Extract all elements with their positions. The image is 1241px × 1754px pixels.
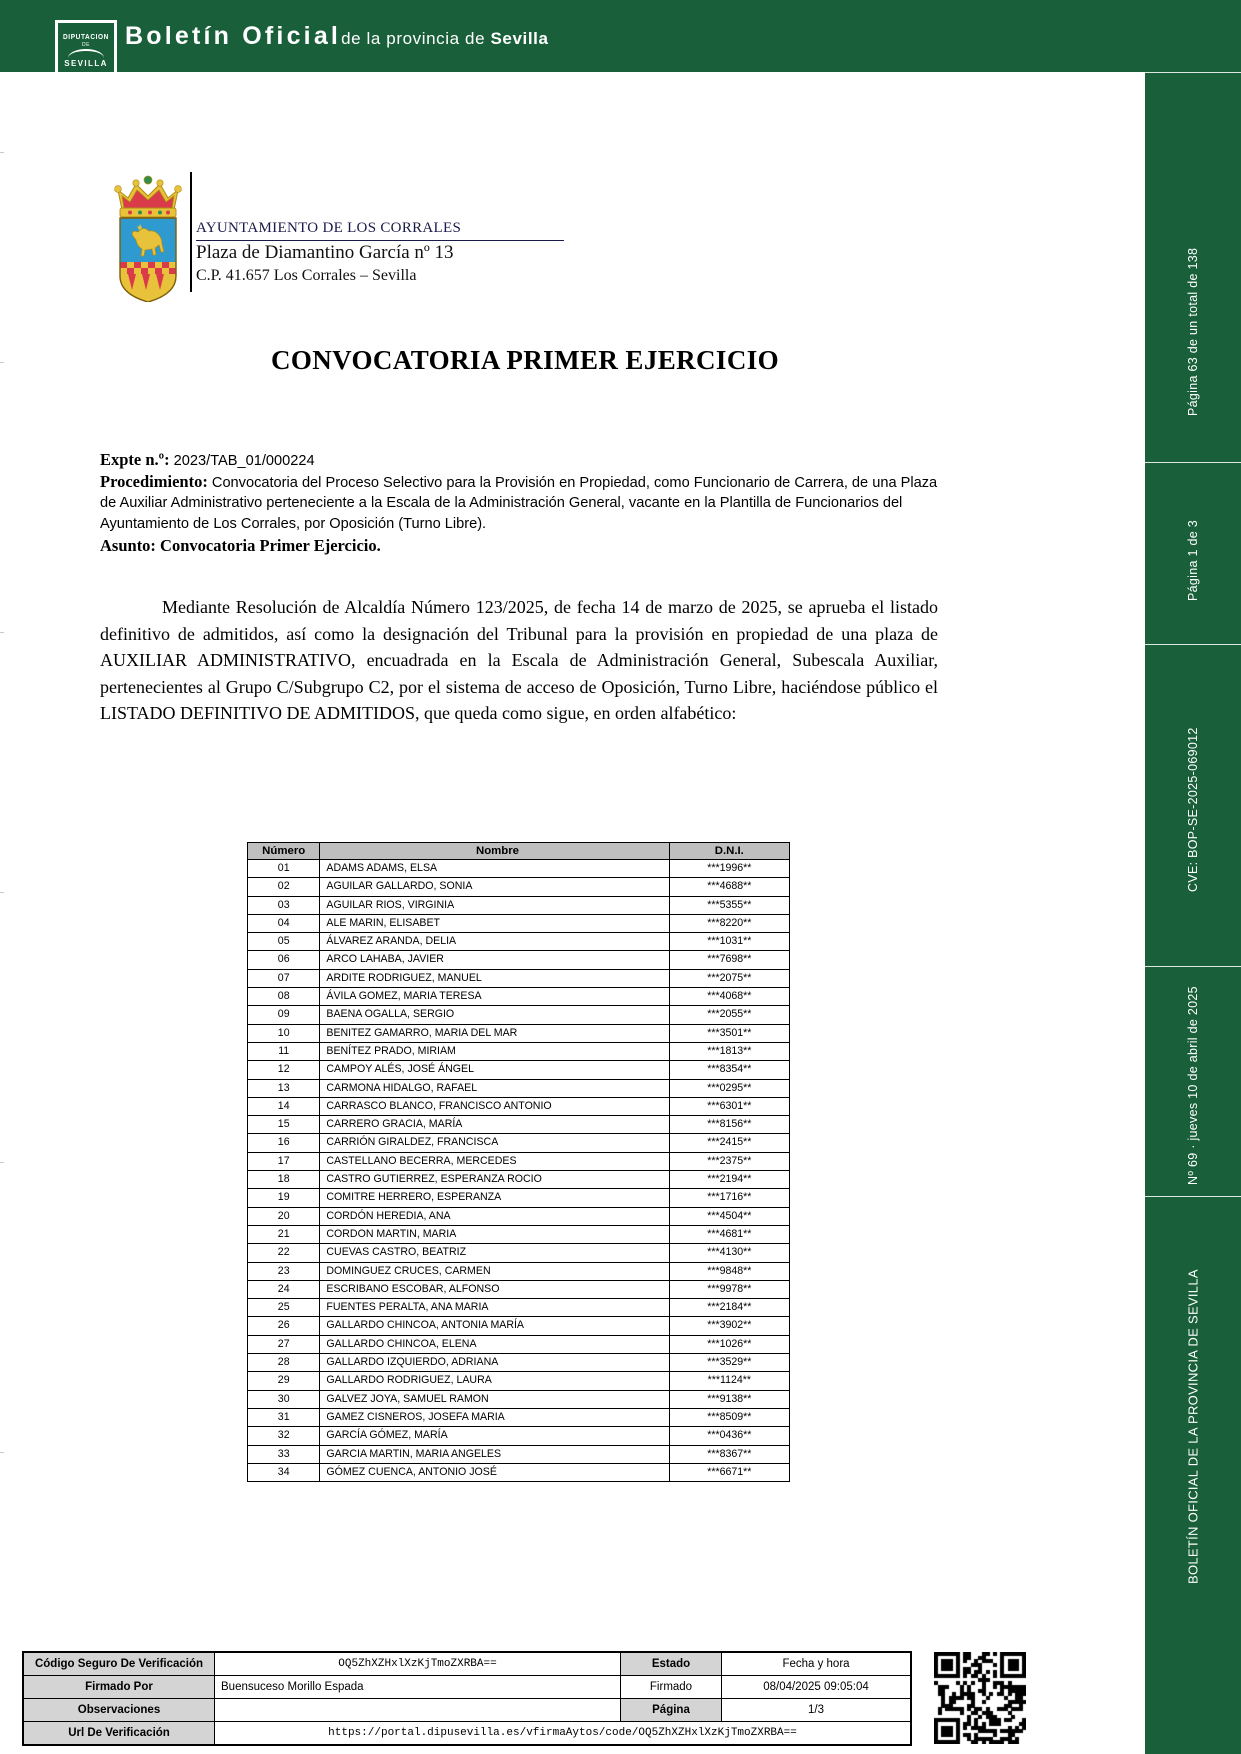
procedimiento-value: Convocatoria del Proceso Selectivo para la Provisión en Propiedad, como Funcionario de Carrera, de una Plaza de Auxiliar Administrativo perteneciente a la Escala de la Administración General, vacante en la Plantilla de Funcionarios del Ayuntamiento de Los Corrales, por Oposición (Turno Libre).	[100, 474, 938, 532]
table-row	[248, 1427, 790, 1445]
table-row	[248, 1445, 790, 1463]
column-header-numero: Número	[248, 843, 320, 860]
table-row	[248, 1024, 790, 1042]
table-row	[248, 1317, 790, 1335]
cell-dni: ***2194**	[669, 1171, 789, 1189]
cell-numero: 16	[248, 1134, 320, 1152]
signature-verification-block	[22, 1651, 912, 1746]
cell-numero: 05	[248, 933, 320, 951]
cell-nombre: BAENA OGALLA, SERGIO	[320, 1006, 669, 1024]
cell-numero: 10	[248, 1024, 320, 1042]
cell-numero: 17	[248, 1152, 320, 1170]
expediente-value: 2023/TAB_01/000224	[169, 453, 315, 469]
cell-nombre: ARCO LAHABA, JAVIER	[320, 951, 669, 969]
document-metadata	[100, 450, 945, 557]
cell-dni: ***4130**	[669, 1244, 789, 1262]
admitted-list-table	[247, 842, 790, 1482]
table-row	[248, 1463, 790, 1481]
cell-dni: ***1716**	[669, 1189, 789, 1207]
table-row	[248, 914, 790, 932]
table-row	[248, 1262, 790, 1280]
cell-dni: ***5355**	[669, 896, 789, 914]
cell-dni: ***2055**	[669, 1006, 789, 1024]
table-row	[248, 896, 790, 914]
cell-numero: 03	[248, 896, 320, 914]
table-row	[248, 969, 790, 987]
cell-numero: 24	[248, 1280, 320, 1298]
sidebar-cve-code: CVE: BOP-SE-2025-069012	[1186, 727, 1200, 893]
cell-numero: 23	[248, 1262, 320, 1280]
cell-numero: 13	[248, 1079, 320, 1097]
logo-line-sevilla: SEVILLA	[64, 59, 108, 68]
cell-nombre: AGUILAR RIOS, VIRGINIA	[320, 896, 669, 914]
cell-dni: ***6671**	[669, 1463, 789, 1481]
url-verificacion-value[interactable]: https://portal.dipusevilla.es/vfirmaAytos/code/OQ5ZhXZHxlXzKjTmoZXRBA==	[215, 1722, 912, 1746]
los-corrales-coat-of-arms-icon	[108, 172, 188, 302]
masthead-title-sub: de la provincia de	[341, 29, 491, 48]
expediente-row	[100, 450, 945, 472]
cell-nombre: ARDITE RODRIGUEZ, MANUEL	[320, 969, 669, 987]
cell-dni: ***1813**	[669, 1042, 789, 1060]
estado-label: Estado	[621, 1652, 722, 1676]
table-row	[248, 951, 790, 969]
table-row	[248, 1061, 790, 1079]
cell-dni: ***1124**	[669, 1372, 789, 1390]
expediente-label: Expte n.º:	[100, 450, 170, 469]
cell-numero: 34	[248, 1463, 320, 1481]
table-row	[248, 1207, 790, 1225]
cell-numero: 28	[248, 1354, 320, 1372]
cell-dni: ***7698**	[669, 951, 789, 969]
cell-numero: 27	[248, 1335, 320, 1353]
cell-dni: ***9138**	[669, 1390, 789, 1408]
column-header-nombre: Nombre	[320, 843, 669, 860]
pagina-value: 1/3	[722, 1699, 912, 1722]
cell-numero: 26	[248, 1317, 320, 1335]
cell-nombre: CORDÓN HEREDIA, ANA	[320, 1207, 669, 1225]
cell-dni: ***8367**	[669, 1445, 789, 1463]
cell-dni: ***3902**	[669, 1317, 789, 1335]
table-row	[248, 1299, 790, 1317]
cell-nombre: CAMPOY ALÉS, JOSÉ ÁNGEL	[320, 1061, 669, 1079]
cell-numero: 18	[248, 1171, 320, 1189]
letterhead-underline	[196, 240, 564, 241]
cell-nombre: ÁLVAREZ ARANDA, DELIA	[320, 933, 669, 951]
cell-nombre: GALLARDO RODRIGUEZ, LAURA	[320, 1372, 669, 1390]
letterhead-postal-city: C.P. 41.657 Los Corrales – Sevilla	[196, 267, 417, 284]
table-row	[248, 1097, 790, 1115]
cell-dni: ***8354**	[669, 1061, 789, 1079]
cell-nombre: GALVEZ JOYA, SAMUEL RAMON	[320, 1390, 669, 1408]
cell-nombre: AGUILAR GALLARDO, SONIA	[320, 878, 669, 896]
cell-numero: 08	[248, 988, 320, 1006]
logo-line-de: DE	[82, 42, 90, 48]
cell-dni: ***3529**	[669, 1354, 789, 1372]
cell-nombre: CASTRO GUTIERREZ, ESPERANZA ROCIO	[320, 1171, 669, 1189]
table-row	[248, 1390, 790, 1408]
cell-numero: 15	[248, 1116, 320, 1134]
cell-numero: 11	[248, 1042, 320, 1060]
column-header-dni: D.N.I.	[669, 843, 789, 860]
cell-dni: ***4504**	[669, 1207, 789, 1225]
table-row	[248, 1006, 790, 1024]
table-row	[248, 1171, 790, 1189]
sidebar-divider	[1145, 644, 1241, 645]
sidebar-issue-date: Nº 69 · jueves 10 de abril de 2025	[1186, 986, 1200, 1186]
url-verificacion-label: Url De Verificación	[23, 1722, 215, 1746]
municipal-letterhead	[108, 172, 668, 307]
cell-dni: ***2184**	[669, 1299, 789, 1317]
cell-nombre: FUENTES PERALTA, ANA MARIA	[320, 1299, 669, 1317]
cell-numero: 31	[248, 1408, 320, 1426]
letterhead-address: Plaza de Diamantino García nº 13	[196, 242, 454, 263]
cell-nombre: GALLARDO CHINCOA, ANTONIA MARÍA	[320, 1317, 669, 1335]
cell-numero: 06	[248, 951, 320, 969]
table-row	[23, 1652, 911, 1676]
cell-numero: 29	[248, 1372, 320, 1390]
masthead-title-main: Boletín Oficial	[125, 22, 342, 50]
cell-dni: ***8220**	[669, 914, 789, 932]
cell-numero: 30	[248, 1390, 320, 1408]
cell-nombre: BENÍTEZ PRADO, MIRIAM	[320, 1042, 669, 1060]
sidebar-divider	[1145, 462, 1241, 463]
verification-qr-code[interactable]	[934, 1652, 1026, 1744]
sidebar-page-of-total: Página 63 de un total de 138	[1186, 247, 1200, 417]
page-edge-marks	[0, 72, 4, 1754]
observaciones-value	[215, 1699, 621, 1722]
cell-nombre: BENITEZ GAMARRO, MARIA DEL MAR	[320, 1024, 669, 1042]
letterhead-entity-name: AYUNTAMIENTO DE LOS CORRALES	[196, 220, 462, 236]
cell-numero: 20	[248, 1207, 320, 1225]
table-row	[248, 1225, 790, 1243]
cell-nombre: CARRERO GRACIA, MARÍA	[320, 1116, 669, 1134]
cell-nombre: GARCÍA GÓMEZ, MARÍA	[320, 1427, 669, 1445]
table-row	[248, 1042, 790, 1060]
cell-dni: ***1031**	[669, 933, 789, 951]
sidebar-divider	[1145, 72, 1241, 73]
cell-dni: ***0295**	[669, 1079, 789, 1097]
cell-numero: 07	[248, 969, 320, 987]
table-row	[248, 1189, 790, 1207]
firmado-por-value: Buensuceso Morillo Espada	[215, 1676, 621, 1699]
cell-nombre: ALE MARIN, ELISABET	[320, 914, 669, 932]
pagina-label: Página	[621, 1699, 722, 1722]
table-row	[248, 1079, 790, 1097]
cell-numero: 33	[248, 1445, 320, 1463]
table-row	[248, 1152, 790, 1170]
table-row	[248, 933, 790, 951]
cell-numero: 19	[248, 1189, 320, 1207]
cell-nombre: GAMEZ CISNEROS, JOSEFA MARIA	[320, 1408, 669, 1426]
fecha-value: 08/04/2025 09:05:04	[722, 1676, 912, 1699]
sidebar-page-number: Página 1 de 3	[1186, 519, 1200, 601]
admitted-list-table-wrapper	[247, 842, 790, 1482]
cell-nombre: CARRASCO BLANCO, FRANCISCO ANTONIO	[320, 1097, 669, 1115]
cell-numero: 22	[248, 1244, 320, 1262]
table-row	[23, 1722, 911, 1746]
estado-value: Firmado	[621, 1676, 722, 1699]
cell-dni: ***4688**	[669, 878, 789, 896]
cell-dni: ***8509**	[669, 1408, 789, 1426]
table-row	[248, 1116, 790, 1134]
table-row	[23, 1676, 911, 1699]
cell-numero: 12	[248, 1061, 320, 1079]
cell-nombre: CORDON MARTIN, MARIA	[320, 1225, 669, 1243]
procedimiento-row	[100, 472, 945, 535]
table-row	[248, 1372, 790, 1390]
table-header-row	[248, 843, 790, 860]
masthead-title-province: Sevilla	[490, 29, 549, 48]
cell-dni: ***6301**	[669, 1097, 789, 1115]
cell-numero: 25	[248, 1299, 320, 1317]
cell-dni: ***1026**	[669, 1335, 789, 1353]
resolution-body-paragraph: Mediante Resolución de Alcaldía Número 123/2025, de fecha 14 de marzo de 2025, se aprueba el listado definitivo de admitidos, así como la designación del Tribunal para la provisión en propiedad de una plaza de AUXILIAR ADMINISTRATIVO, encuadrada en la Escala de Administración General, Subescala Auxiliar, pertenecientes al Grupo C/Subgrupo C2, por el sistema de acceso de Oposición, Turno Libre, haciéndose público el LISTADO DEFINITIVO DE ADMITIDOS, que queda como sigue, en orden alfabético:	[100, 597, 938, 724]
cell-nombre: GALLARDO CHINCOA, ELENA	[320, 1335, 669, 1353]
cell-dni: ***3501**	[669, 1024, 789, 1042]
cell-dni: ***9848**	[669, 1262, 789, 1280]
table-row	[248, 1354, 790, 1372]
cell-dni: ***2075**	[669, 969, 789, 987]
cell-nombre: ADAMS ADAMS, ELSA	[320, 860, 669, 878]
procedimiento-label: Procedimiento:	[100, 471, 208, 491]
cell-numero: 02	[248, 878, 320, 896]
table-row	[248, 860, 790, 878]
cell-numero: 21	[248, 1225, 320, 1243]
cell-nombre: COMITRE HERRERO, ESPERANZA	[320, 1189, 669, 1207]
cell-nombre: ESCRIBANO ESCOBAR, ALFONSO	[320, 1280, 669, 1298]
masthead-title	[125, 22, 549, 51]
cell-nombre: DOMINGUEZ CRUCES, CARMEN	[320, 1262, 669, 1280]
cell-nombre: CARRIÓN GIRALDEZ, FRANCISCA	[320, 1134, 669, 1152]
cell-dni: ***8156**	[669, 1116, 789, 1134]
cell-dni: ***4068**	[669, 988, 789, 1006]
cell-numero: 04	[248, 914, 320, 932]
table-row	[248, 1335, 790, 1353]
cell-nombre: ÁVILA GOMEZ, MARIA TERESA	[320, 988, 669, 1006]
logo-line-diputacion: DIPUTACION	[63, 33, 109, 42]
cell-dni: ***0436**	[669, 1427, 789, 1445]
cell-nombre: GALLARDO IZQUIERDO, ADRIANA	[320, 1354, 669, 1372]
fecha-label: Fecha y hora	[722, 1652, 912, 1676]
sidebar-publication-name: BOLETÍN OFICIAL DE LA PROVINCIA DE SEVILLA	[1185, 1269, 1201, 1585]
table-row	[248, 1244, 790, 1262]
cell-dni: ***9978**	[669, 1280, 789, 1298]
admitted-list-body	[248, 860, 790, 1482]
cell-numero: 32	[248, 1427, 320, 1445]
cell-dni: ***4681**	[669, 1225, 789, 1243]
cell-numero: 01	[248, 860, 320, 878]
verification-table	[22, 1651, 912, 1746]
cell-numero: 14	[248, 1097, 320, 1115]
observaciones-label: Observaciones	[23, 1699, 215, 1722]
cell-nombre: GARCIA MARTIN, MARIA ANGELES	[320, 1445, 669, 1463]
cell-dni: ***2415**	[669, 1134, 789, 1152]
table-row	[248, 1280, 790, 1298]
table-row	[248, 1408, 790, 1426]
table-row	[248, 1134, 790, 1152]
csv-value: OQ5ZhXZHxlXzKjTmoZXRBA==	[215, 1652, 621, 1676]
table-row	[248, 988, 790, 1006]
asunto-line: Asunto: Convocatoria Primer Ejercicio.	[100, 536, 381, 555]
logo-arc-decoration	[68, 49, 104, 58]
cell-nombre: CASTELLANO BECERRA, MERCEDES	[320, 1152, 669, 1170]
table-row	[23, 1699, 911, 1722]
cell-nombre: CUEVAS CASTRO, BEATRIZ	[320, 1244, 669, 1262]
cell-nombre: GÓMEZ CUENCA, ANTONIO JOSÉ	[320, 1463, 669, 1481]
sidebar-divider	[1145, 1196, 1241, 1197]
cell-nombre: CARMONA HIDALGO, RAFAEL	[320, 1079, 669, 1097]
letterhead-vertical-rule	[190, 172, 192, 292]
csv-label: Código Seguro De Verificación	[23, 1652, 215, 1676]
firmado-por-label: Firmado Por	[23, 1676, 215, 1699]
cell-numero: 09	[248, 1006, 320, 1024]
sidebar-divider	[1145, 966, 1241, 967]
page-title: CONVOCATORIA PRIMER EJERCICIO	[270, 345, 780, 375]
cell-dni: ***1996**	[669, 860, 789, 878]
cell-dni: ***2375**	[669, 1152, 789, 1170]
document-page	[0, 72, 1145, 1754]
table-row	[248, 878, 790, 896]
